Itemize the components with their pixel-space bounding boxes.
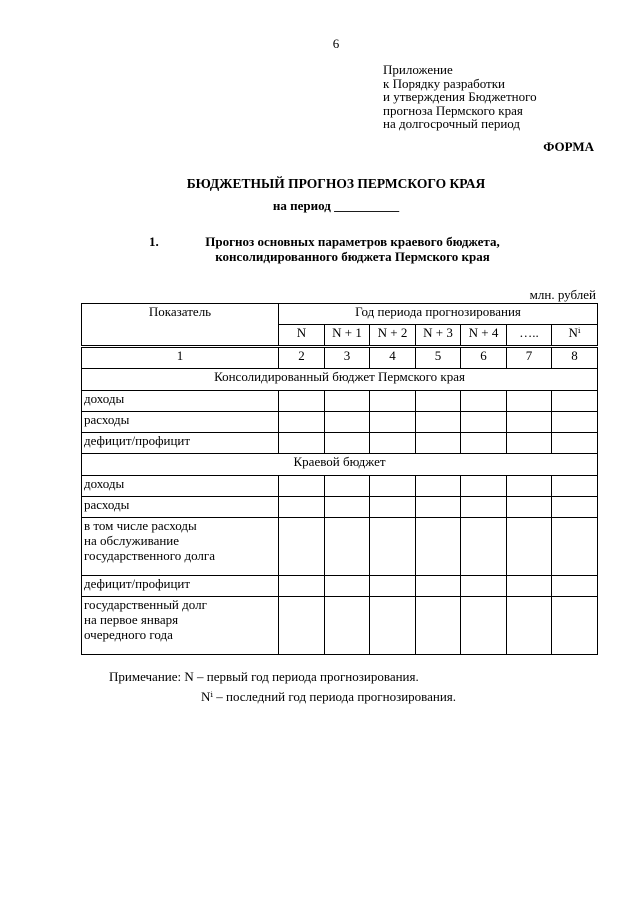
value-cell[interactable] [370,433,416,454]
value-cell[interactable] [279,476,325,497]
column-number-cell: 6 [461,347,507,369]
value-cell[interactable] [507,476,552,497]
value-cell[interactable] [507,391,552,412]
value-cell[interactable] [507,497,552,518]
header-year-cell: Nⁱ [552,325,598,347]
column-number-row [82,347,598,369]
value-cell[interactable] [370,391,416,412]
value-cell[interactable] [325,391,370,412]
value-cell[interactable] [325,497,370,518]
value-cell[interactable] [461,576,507,597]
header-indicator: Показатель [82,304,279,347]
value-cell[interactable] [325,576,370,597]
units-label: млн. рублей [529,287,596,302]
row-label [82,391,279,412]
value-cell[interactable] [370,518,416,576]
value-cell[interactable] [279,391,325,412]
row-label [82,576,279,597]
value-cell[interactable] [507,576,552,597]
value-cell[interactable] [325,412,370,433]
value-cell[interactable] [552,497,598,518]
value-cell[interactable] [552,433,598,454]
value-cell[interactable] [507,433,552,454]
row-label [82,597,279,655]
column-number-cell: 4 [370,347,416,369]
table-section-row [82,369,598,391]
notes [109,667,456,707]
value-cell[interactable] [279,497,325,518]
value-cell[interactable] [279,597,325,655]
note-line: Nⁱ – последний год периода прогнозирования. [201,689,457,704]
page-number: 6 [332,36,340,51]
row-label-line: на обслуживание [84,533,180,548]
row-label-line: доходы [84,391,125,406]
table-row [82,433,598,454]
table-row [82,412,598,433]
value-cell[interactable] [552,576,598,597]
appendix-line: и утверждения Бюджетного [383,89,537,104]
column-number-cell: 3 [325,347,370,369]
header-year-cell: ….. [507,325,552,347]
header-year-cell: N + 3 [416,325,461,347]
row-label-line: очередного года [84,627,173,642]
row-label [82,518,279,576]
column-number-cell: 8 [552,347,598,369]
value-cell[interactable] [552,476,598,497]
row-label-line: в том числе расходы [84,518,197,533]
section-title-line: Прогноз основных параметров краевого бюджета, [205,234,500,249]
value-cell[interactable] [416,476,461,497]
value-cell[interactable] [416,597,461,655]
value-cell[interactable] [325,433,370,454]
value-cell[interactable] [325,518,370,576]
table-row [82,391,598,412]
row-label-line: дефицит/профицит [84,433,191,448]
row-label-line: на первое января [84,612,179,627]
value-cell[interactable] [552,518,598,576]
value-cell[interactable] [370,497,416,518]
note-line: Примечание: N – первый год периода прогнозирования. [109,669,419,684]
row-label-line: расходы [84,497,130,512]
row-label-line: государственного долга [84,548,215,563]
value-cell[interactable] [416,433,461,454]
table-row [82,597,598,655]
value-cell[interactable] [325,476,370,497]
form-label: ФОРМА [543,139,594,154]
section-number: 1. [149,234,159,249]
row-label [82,497,279,518]
value-cell[interactable] [461,476,507,497]
header-year-cell: N + 1 [325,325,370,347]
value-cell[interactable] [461,518,507,576]
row-label [82,412,279,433]
row-label [82,433,279,454]
appendix-line: прогноза Пермского края [383,102,523,118]
value-cell[interactable] [507,518,552,576]
value-cell[interactable] [370,476,416,497]
budget-forecast-table [81,303,598,655]
column-number-cell: 1 [82,347,279,369]
value-cell[interactable] [370,597,416,655]
section-title-line: консолидированного бюджета Пермского края [215,249,490,264]
table-row [82,476,598,497]
column-number-cell: 2 [279,347,325,369]
value-cell[interactable] [416,497,461,518]
value-cell[interactable] [552,412,598,433]
table-section-title: Консолидированный бюджет Пермского края [82,369,598,391]
value-cell[interactable] [552,391,598,412]
table-section-row [82,454,598,476]
appendix-note [383,63,537,131]
table-section-title: Краевой бюджет [82,454,598,476]
value-cell[interactable] [461,391,507,412]
table-row [82,518,598,576]
value-cell[interactable] [279,518,325,576]
row-label-line: государственный долг [84,597,207,612]
value-cell[interactable] [461,597,507,655]
value-cell[interactable] [279,576,325,597]
row-label-line: дефицит/профицит [84,576,191,591]
table-row [82,497,598,518]
value-cell[interactable] [552,597,598,655]
value-cell[interactable] [507,412,552,433]
value-cell[interactable] [461,433,507,454]
value-cell[interactable] [461,497,507,518]
appendix-line: к Порядку разработки [383,75,506,91]
appendix-line: Приложение [383,62,453,77]
row-label-line: доходы [84,476,125,491]
value-cell[interactable] [279,412,325,433]
value-cell[interactable] [370,412,416,433]
column-number-cell: 7 [507,347,552,369]
row-label-line: расходы [84,412,130,427]
value-cell[interactable] [416,518,461,576]
document-title: БЮДЖЕТНЫЙ ПРОГНОЗ ПЕРМСКОГО КРАЯ [186,176,486,191]
value-cell[interactable] [279,433,325,454]
column-number-cell: 5 [416,347,461,369]
header-year-cell: N [279,325,325,347]
value-cell[interactable] [325,597,370,655]
value-cell[interactable] [370,576,416,597]
table-row [82,576,598,597]
value-cell[interactable] [507,597,552,655]
period-line: на период __________ [272,198,400,213]
header-year-cell: N + 4 [461,325,507,347]
header-period: Год периода прогнозирования [279,304,598,325]
value-cell[interactable] [416,391,461,412]
appendix-line: на долгосрочный период [383,116,521,131]
section-title [0,234,640,264]
row-label [82,476,279,497]
value-cell[interactable] [416,576,461,597]
header-year-cell: N + 2 [370,325,416,347]
value-cell[interactable] [416,412,461,433]
value-cell[interactable] [461,412,507,433]
